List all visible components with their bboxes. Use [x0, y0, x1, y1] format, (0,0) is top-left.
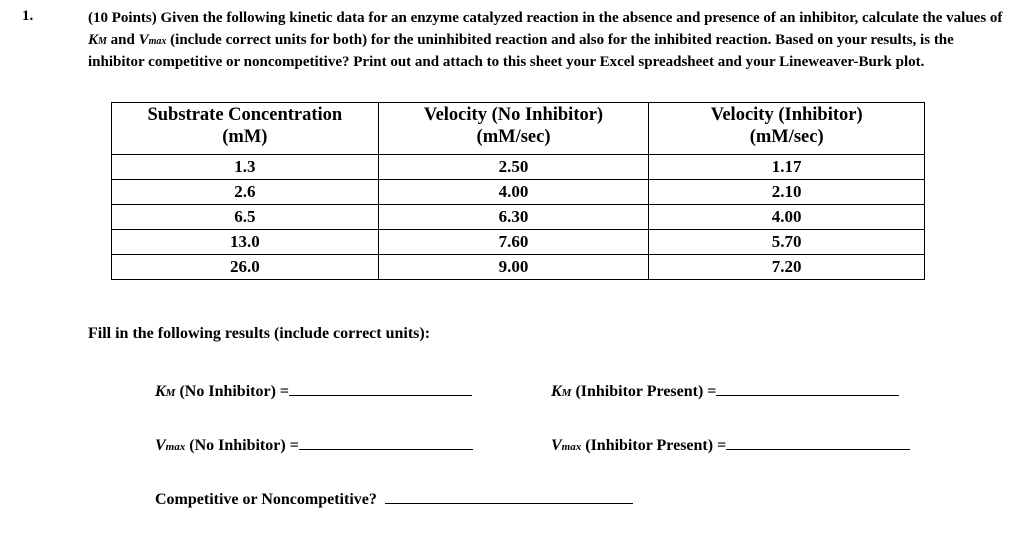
km-no-inhibitor-blank[interactable] — [289, 380, 472, 396]
question-points: (10 Points) — [88, 10, 157, 26]
vmax-inhibitor-blank[interactable] — [726, 434, 910, 450]
km-no-inhibitor-label: KM (No Inhibitor) = — [155, 383, 290, 400]
cell-substrate: 26.0 — [112, 255, 379, 280]
vmax-inhibitor-field — [551, 434, 910, 455]
question-part1: Given the following kinetic data for an enzyme catalyzed reaction in the absence and presence of an inhibitor, calculate the values of — [160, 10, 1003, 26]
vmax-no-inhibitor-label: Vmax (No Inhibitor) = — [155, 437, 299, 454]
vmax-inhibitor-label: Vmax (Inhibitor Present) = — [551, 437, 727, 454]
table-row — [112, 205, 925, 230]
question-and: and — [110, 31, 135, 48]
table-row — [112, 155, 925, 180]
vmax-no-inhibitor-blank[interactable] — [299, 434, 473, 450]
km-inhibitor-label: KM (Inhibitor Present) = — [551, 383, 717, 400]
cell-substrate: 2.6 — [112, 180, 379, 205]
question-text — [88, 8, 1008, 74]
cell-substrate: 6.5 — [112, 205, 379, 230]
table-row — [112, 255, 925, 280]
competitive-field — [155, 488, 633, 509]
cell-velocity-no-inhibitor: 2.50 — [378, 155, 649, 180]
table-row — [112, 230, 925, 255]
table-row — [112, 180, 925, 205]
question-number: 1. — [22, 8, 34, 24]
competitive-blank[interactable] — [385, 488, 633, 504]
cell-substrate: 13.0 — [112, 230, 379, 255]
cell-velocity-no-inhibitor: 6.30 — [378, 205, 649, 230]
km-inhibitor-blank[interactable] — [716, 380, 899, 396]
kinetic-data-table — [111, 102, 925, 280]
vmax-no-inhibitor-field — [155, 434, 473, 455]
vmax-symbol: Vmax — [138, 31, 167, 48]
km-inhibitor-field — [551, 380, 899, 401]
km-symbol: KM — [88, 31, 107, 48]
cell-velocity-inhibitor: 5.70 — [649, 230, 925, 255]
cell-velocity-no-inhibitor: 7.60 — [378, 230, 649, 255]
header-velocity-no-inhibitor: Velocity (No Inhibitor) (mM/sec) — [378, 103, 649, 155]
header-velocity-inhibitor: Velocity (Inhibitor) (mM/sec) — [649, 103, 925, 155]
table-header-row — [112, 103, 925, 155]
results-heading: Fill in the following results (include correct units): — [88, 325, 431, 342]
question-part2: (include correct units for both) for the uninhibited reaction and also for the inhibited reaction. Based on your results, is the inhibitor competitive or noncompetitive? Print out and attach to this sheet your Excel spreadsheet and your Lineweaver-Burk plot. — [88, 31, 954, 70]
cell-velocity-no-inhibitor: 9.00 — [378, 255, 649, 280]
cell-velocity-inhibitor: 1.17 — [649, 155, 925, 180]
cell-velocity-inhibitor: 7.20 — [649, 255, 925, 280]
km-no-inhibitor-field — [155, 380, 472, 401]
cell-substrate: 1.3 — [112, 155, 379, 180]
cell-velocity-no-inhibitor: 4.00 — [378, 180, 649, 205]
header-substrate: Substrate Concentration (mM) — [112, 103, 379, 155]
cell-velocity-inhibitor: 4.00 — [649, 205, 925, 230]
cell-velocity-inhibitor: 2.10 — [649, 180, 925, 205]
competitive-label: Competitive or Noncompetitive? — [155, 491, 377, 508]
